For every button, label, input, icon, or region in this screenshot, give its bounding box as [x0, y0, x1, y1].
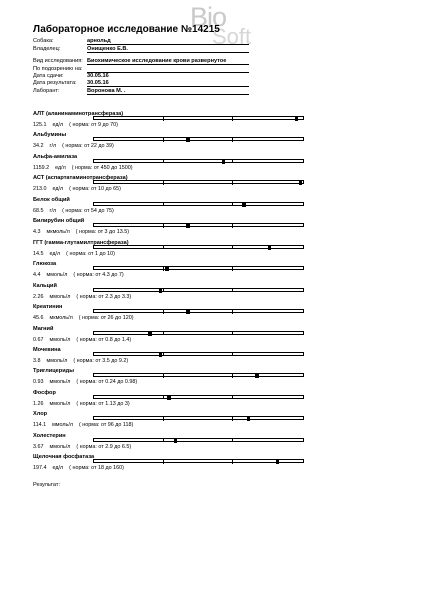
test-norm: ( норма: от 1.13 до 3)	[76, 400, 130, 407]
info-value: 30.05.16	[87, 80, 109, 86]
info-label: Лаборант:	[33, 88, 60, 94]
test-name: Альфа-амилаза	[33, 153, 78, 160]
info-underline	[87, 44, 249, 45]
test-row	[33, 433, 305, 449]
test-name: Хлор	[33, 411, 48, 418]
value-marker	[299, 180, 303, 185]
test-result	[33, 272, 124, 278]
range-boundary-tick	[163, 331, 164, 335]
info-underline	[87, 52, 249, 53]
value-marker	[242, 202, 246, 207]
test-value: 34.2	[33, 143, 44, 150]
test-name: Холестерин	[33, 432, 66, 439]
range-boundary-tick	[163, 310, 164, 314]
range-boundary-tick	[232, 181, 233, 185]
info-underline	[87, 64, 249, 65]
range-bar	[93, 438, 304, 442]
range-boundary-tick	[232, 117, 233, 121]
test-value: 125.1	[33, 122, 47, 128]
range-boundary-tick	[163, 288, 164, 292]
test-row	[33, 240, 305, 256]
test-norm: ( норма: от 0.24 до 0.98)	[76, 379, 138, 386]
test-row	[33, 368, 305, 384]
test-norm: ( норма: от 450 до 1500)	[71, 164, 133, 171]
range-boundary-tick	[232, 417, 233, 421]
value-marker	[165, 266, 169, 271]
range-boundary-tick	[232, 310, 233, 314]
test-value: 3.67	[33, 443, 44, 450]
range-bar	[93, 416, 304, 420]
test-row	[33, 347, 305, 363]
test-row	[33, 218, 305, 234]
range-bar	[93, 266, 304, 270]
logo-text-soft: Soft	[212, 24, 252, 49]
range-bar	[93, 352, 304, 356]
test-norm: ( норма: от 4.3 до 7)	[73, 272, 124, 279]
info-value: Онищенко Е.В.	[87, 46, 128, 52]
range-boundary-tick	[163, 117, 164, 121]
range-boundary-tick	[163, 352, 164, 356]
test-unit: ед/л	[52, 122, 64, 128]
test-unit: мкмоль/л	[49, 315, 73, 322]
value-marker	[186, 223, 190, 228]
value-marker	[159, 352, 163, 357]
test-unit: ммоль/л	[49, 293, 71, 300]
range-bar	[93, 116, 304, 120]
range-boundary-tick	[163, 138, 164, 142]
range-boundary-tick	[163, 267, 164, 271]
info-label: Собака:	[33, 38, 54, 44]
test-norm: ( норма: от 1 до 10)	[66, 250, 115, 257]
test-value: 114.1	[33, 422, 47, 429]
info-underline	[87, 86, 249, 87]
range-bar	[93, 180, 304, 184]
info-value: Биохимическое исследование крови развернутое	[87, 58, 227, 64]
test-result	[33, 315, 134, 321]
test-norm: ( норма: от 3.5 до 9.2)	[73, 357, 129, 364]
test-unit: ммоль/л	[49, 400, 71, 407]
test-value: 3.8	[33, 357, 41, 364]
test-row	[33, 411, 305, 427]
test-result	[33, 186, 121, 192]
test-result	[33, 143, 114, 149]
test-row	[33, 197, 305, 213]
test-result	[33, 379, 137, 385]
test-result	[33, 401, 130, 407]
info-label: Владелец:	[33, 46, 61, 52]
info-label: Дата сдачи:	[33, 73, 64, 79]
test-value: 4.3	[33, 229, 41, 236]
test-result	[33, 337, 131, 343]
range-bar	[93, 202, 304, 206]
test-norm: ( норма: от 22 до 39)	[62, 143, 114, 150]
test-norm: ( норма: от 3 до 13.5)	[75, 229, 129, 236]
test-unit: г/л	[49, 207, 57, 214]
test-value: 68.5	[33, 207, 44, 214]
info-underline	[87, 94, 249, 95]
range-boundary-tick	[232, 138, 233, 142]
test-value: 2.26	[33, 293, 44, 300]
test-norm: ( норма: от 2.3 до 3.3)	[76, 293, 132, 300]
test-value: 0.93	[33, 379, 44, 386]
test-result	[33, 358, 128, 364]
range-boundary-tick	[232, 352, 233, 356]
test-value: 45.6	[33, 315, 44, 322]
range-boundary-tick	[232, 159, 233, 163]
test-unit: ед/л	[55, 164, 66, 171]
test-unit: ммоль/л	[46, 357, 68, 364]
test-unit: ммоль/л	[46, 272, 68, 279]
value-marker	[186, 309, 190, 314]
test-value: 197.4	[33, 465, 47, 472]
test-result	[33, 208, 114, 214]
info-label: По подозрению на:	[33, 66, 83, 72]
test-value: 1.26	[33, 400, 44, 407]
test-name: ГГТ (гамма-глутамилтрансфераза)	[33, 239, 129, 246]
test-value: 1159.2	[33, 164, 50, 171]
test-row	[33, 326, 305, 342]
value-marker	[247, 416, 251, 421]
test-unit: ммоль/л	[52, 422, 73, 429]
test-unit: ммоль/л	[49, 379, 71, 386]
test-norm: ( норма: от 0.8 до 1.4)	[76, 336, 132, 343]
range-bar	[93, 288, 304, 292]
range-boundary-tick	[232, 245, 233, 249]
test-norm: ( норма: от 10 до 65)	[69, 186, 121, 193]
value-marker	[148, 331, 152, 336]
test-row	[33, 283, 305, 299]
range-boundary-tick	[163, 159, 164, 163]
test-unit: ед/л	[49, 250, 61, 257]
range-boundary-tick	[163, 438, 164, 442]
test-result	[33, 251, 115, 257]
test-name: Магний	[33, 325, 54, 332]
test-unit: ед/л	[52, 465, 64, 472]
value-marker	[255, 373, 259, 378]
range-boundary-tick	[163, 224, 164, 228]
test-name: Альбумины	[33, 132, 67, 139]
test-unit: ед/л	[52, 186, 64, 193]
test-value: 4.4	[33, 272, 41, 279]
test-norm: ( норма: от 96 до 118)	[78, 422, 134, 429]
test-name: АЛТ (аланинаминотрансфераза)	[33, 111, 124, 117]
test-unit: г/л	[49, 143, 57, 150]
value-marker	[167, 395, 171, 400]
range-boundary-tick	[232, 267, 233, 271]
page-title: Лабораторное исследование №14215	[33, 24, 220, 35]
test-name: Щелочная фосфатаза	[33, 454, 95, 461]
range-bar	[93, 459, 304, 463]
test-name: Глюкоза	[33, 261, 57, 268]
test-name: Белок общий	[33, 196, 70, 203]
test-value: 213.0	[33, 186, 47, 193]
result-label: Результат:	[33, 482, 60, 488]
test-result	[33, 294, 131, 300]
test-norm: ( норма: от 54 до 75)	[62, 207, 114, 214]
test-result	[33, 465, 124, 471]
test-value: 14.5	[33, 250, 44, 257]
test-name: Билирубин общий	[33, 218, 85, 225]
range-boundary-tick	[163, 395, 164, 399]
range-boundary-tick	[232, 288, 233, 292]
range-bar	[93, 137, 304, 141]
test-result	[33, 229, 129, 235]
test-norm: ( норма: от 2.9 до 6.5)	[76, 443, 132, 450]
range-boundary-tick	[163, 460, 164, 464]
range-bar	[93, 245, 304, 249]
info-label: Вид исследования:	[33, 58, 83, 64]
test-name: Фосфор	[33, 389, 56, 396]
test-norm: ( норма: от 26 до 120)	[78, 315, 134, 322]
value-marker	[276, 459, 280, 464]
range-bar	[93, 159, 304, 163]
range-boundary-tick	[232, 202, 233, 206]
range-boundary-tick	[232, 438, 233, 442]
test-row	[33, 132, 305, 148]
test-row	[33, 111, 305, 127]
test-row	[33, 304, 305, 320]
test-name: Триглицериды	[33, 368, 74, 375]
test-result	[33, 422, 133, 428]
range-boundary-tick	[163, 374, 164, 378]
test-name: Кальций	[33, 282, 57, 289]
value-marker	[268, 245, 272, 250]
test-norm: ( норма: от 18 до 160)	[69, 465, 124, 472]
test-result	[33, 444, 131, 450]
range-bar	[93, 395, 304, 399]
info-value: арнольд	[87, 38, 111, 44]
test-value: 0.67	[33, 336, 44, 343]
test-name: Мочевина	[33, 346, 61, 353]
logo-text-bio: Bio	[190, 2, 227, 32]
test-unit: мкмоль/л	[46, 229, 70, 236]
value-marker	[295, 116, 299, 121]
range-boundary-tick	[232, 374, 233, 378]
range-boundary-tick	[232, 224, 233, 228]
value-marker	[222, 159, 226, 164]
range-bar	[93, 331, 304, 335]
test-result	[33, 122, 118, 128]
range-boundary-tick	[163, 181, 164, 185]
test-row	[33, 454, 305, 470]
test-unit: ммоль/л	[49, 443, 71, 450]
range-boundary-tick	[232, 395, 233, 399]
info-label: Дата результата:	[33, 80, 77, 86]
test-row	[33, 390, 305, 406]
test-row	[33, 261, 305, 277]
test-norm: ( норма: от 9 до 70)	[69, 122, 118, 128]
test-name: Креатинин	[33, 304, 63, 311]
test-unit: ммоль/л	[49, 336, 71, 343]
range-boundary-tick	[163, 417, 164, 421]
range-boundary-tick	[232, 460, 233, 464]
test-row	[33, 175, 305, 191]
info-value: 30.05.16	[87, 73, 109, 79]
range-bar	[93, 309, 304, 313]
value-marker	[174, 438, 178, 443]
test-result	[33, 165, 133, 171]
range-bar	[93, 373, 304, 377]
test-name: АСТ (аспартатаминотрансфераза)	[33, 175, 128, 182]
value-marker	[186, 137, 190, 142]
range-boundary-tick	[163, 245, 164, 249]
value-marker	[159, 288, 163, 293]
test-row	[33, 154, 305, 170]
range-boundary-tick	[163, 202, 164, 206]
range-bar	[93, 223, 304, 227]
info-underline	[87, 72, 249, 73]
range-boundary-tick	[232, 331, 233, 335]
info-value: Воронова М. .	[87, 88, 126, 94]
